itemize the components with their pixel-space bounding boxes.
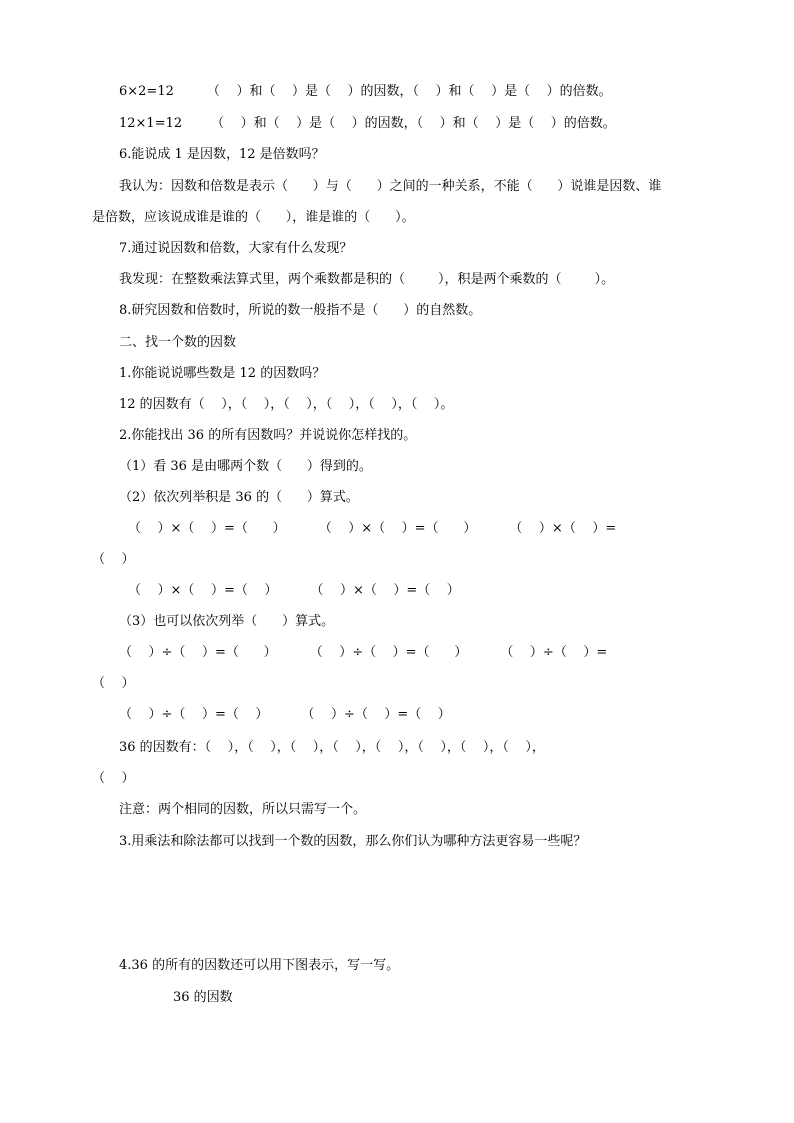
division-row-1-wrap: （ ） [92, 676, 135, 691]
section-2-question-2-part-1: （1）看 36 是由哪两个数（ ）得到的。 [119, 459, 372, 474]
section-2-question-3: 3.用乘法和除法都可以找到一个数的因数，那么你们认为哪种方法更容易一些呢？ [119, 834, 587, 849]
section-2-question-1-answer: 12 的因数有（ ），（ ），（ ），（ ），（ ），（ ）。 [119, 397, 454, 412]
division-row-2: （ ）÷（ ）=（ ） （ ）÷（ ）=（ ） [119, 707, 451, 722]
section-2-question-1: 1.你能说说哪些数是 12 的因数吗？ [119, 366, 326, 381]
question-6-answer-line-2: 是倍数，应该说成谁是谁的（ ），谁是谁的（ ）。 [92, 210, 415, 225]
multiplication-row-2: （ ）×（ ）=（ ） （ ）×（ ）=（ ） [128, 583, 460, 598]
section-2-question-4: 4.36 的所有的因数还可以用下图表示，写一写。 [119, 958, 400, 973]
question-7-answer: 我发现：在整数乘法算式里，两个乘数都是积的（ ），积是两个乘数的（ ）。 [119, 272, 615, 287]
multiplication-row-1: （ ）×（ ）=（ ） （ ）×（ ）=（ ） （ ）×（ ）= [128, 521, 617, 536]
question-7: 7.通过说因数和倍数，大家有什么发现？ [119, 241, 353, 256]
multiplication-row-1-wrap: （ ） [92, 552, 135, 567]
note: 注意：两个相同的因数，所以只需写一个。 [119, 802, 367, 817]
factors-of-36-line: 36 的因数有：（ ），（ ），（ ），（ ），（ ），（ ），（ ），（ ）， [119, 740, 545, 755]
question-8: 8.研究因数和倍数时，所说的数一般指不是（ ）的自然数。 [119, 303, 482, 318]
exercise-line-6x2: 6×2=12 （ ）和（ ）是（ ）的因数，（ ）和（ ）是（ ）的倍数。 [119, 84, 612, 99]
question-6-answer-line-1: 我认为：因数和倍数是表示（ ）与（ ）之间的一种关系，不能（ ）说谁是因数、谁 [119, 179, 662, 194]
division-row-1: （ ）÷（ ）=（ ） （ ）÷（ ）=（ ） （ ）÷（ ）= [119, 645, 608, 660]
section-heading-2: 二、找一个数的因数 [119, 335, 237, 350]
question-6: 6.能说成 1 是因数，12 是倍数吗？ [119, 147, 325, 162]
exercise-line-12x1: 12×1=12 （ ）和（ ）是（ ）的因数，（ ）和（ ）是（ ）的倍数。 [119, 116, 616, 131]
diagram-label: 36 的因数 [173, 990, 233, 1005]
section-2-question-2: 2.你能找出 36 的所有因数吗？并说说你怎样找的。 [119, 428, 417, 443]
section-2-question-2-part-3: （3）也可以依次列举（ ）算式。 [119, 614, 335, 629]
section-2-question-2-part-2: （2）依次列举积是 36 的（ ）算式。 [119, 490, 359, 505]
factors-of-36-wrap: （ ） [92, 771, 135, 786]
